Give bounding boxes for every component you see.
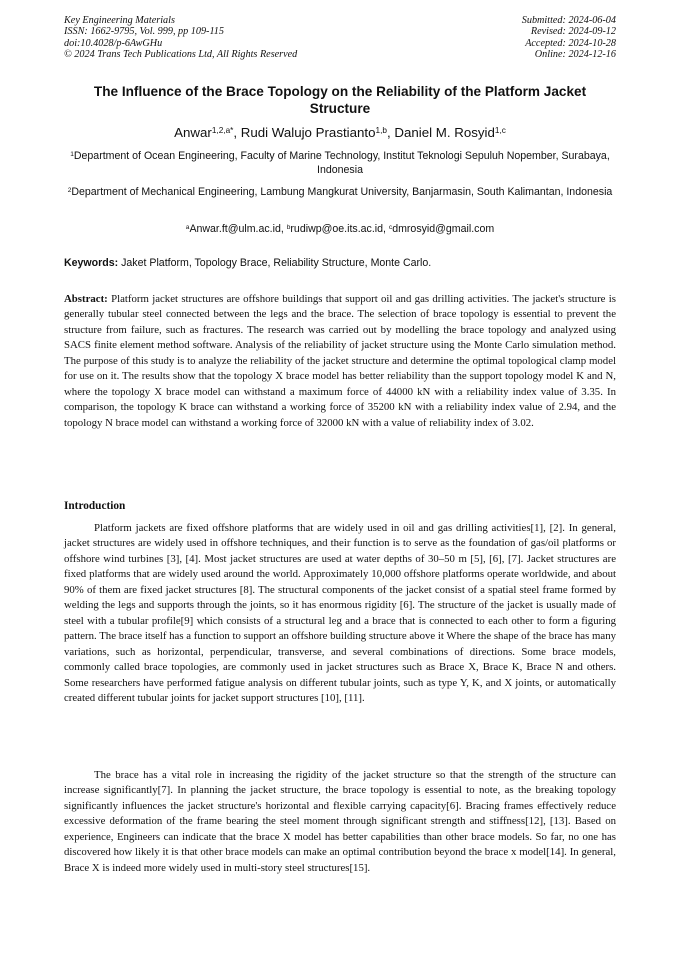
header-right [522, 15, 616, 60]
issn-volume: ISSN: 1662-9795, Vol. 999, pp 109-115 [64, 26, 224, 38]
author-list [64, 124, 616, 141]
submitted-date: Submitted: 2024-06-04 [521, 15, 616, 26]
email[interactable]: $^b$rudiwp@oe.its.ac.id [286, 223, 384, 235]
email[interactable]: $^a$Anwar.ft@ulm.ac.id [185, 223, 281, 235]
affiliation-1: $^1$Department of Ocean Engineering, Faculty of Marine Technology, Institut Teknologi Sepuluh Nopember, Surabaya, Indonesia [70, 150, 610, 177]
keywords [64, 256, 616, 270]
intro-paragraph-1: Platform jackets are fixed offshore platforms that are widely used in oil and gas drilling activities[1], [2]. In general, jacket structures are widely used in offshore techniques, and their function is to serve as the foundation of gas/oil platforms or offshore wind turbines [3], [4]. Most jacket structures are used at water depths of 30–50 m [5], [6], [7]. Jacket structures are fixed platforms that are widely used around the world. Approximately 10,000 offshore platforms operate worldwide, and about 90% of them are fixed jacket structures [8]. The structural components of the jacket consist of a spatial steel frame formed by welding the legs and supports through the joints, so it has enormous rigidity [6]. The structure of the jacket is usually made of steel with a tubular profile[9] which consists of a structural leg and a brace that is connected to each other to form a figuring pattern. The brace itself has a function to support an offshore building structure above it Where the shape of the brace has many variations, such as horizontal, perpendicular, transverse, and several combinations of directions. Some brace models, commonly called brace topologies, are commonly used in jacket structures such as Brace X, Brace K, Brace N and others. Some researchers have performed fatigue analysis on different tubular joints, such as type Y, K, and X joints, or automatically created different tubular joints for jacket support structures [10], [11]. [64, 522, 616, 704]
keywords-label: Keywords: [64, 257, 119, 269]
journal-name: Key Engineering Materials [64, 15, 175, 26]
abstract [64, 292, 616, 431]
accepted-date: Accepted: 2024-10-28 [525, 37, 616, 49]
revised-date: Revised: 2024-09-12 [530, 26, 616, 38]
author: Daniel M. Rosyid$^{1,c}$ [394, 125, 506, 140]
abstract-label: Abstract: [64, 293, 108, 305]
affiliation-2: $^2$Department of Mechanical Engineering, Lambung Mangkurat University, Banjarmasin, South Kalimantan, Indonesia [67, 186, 613, 198]
author: Anwar$^{1,2,a*}$, [174, 125, 241, 140]
intro-paragraph-2: The brace has a vital role in increasing the rigidity of the jacket structure so that the strength of the structure can increase significantly[7]. In planning the jacket structure, the brace topology is essential to note, as the breaking topology significantly influences the jacket structure's horizontal and flexible carrying capacity[6]. Bracing frames effectively reduce excessive deformation of the frame bearing the steel moment through significant strength and stiffness[12], [13]. Based on experience, Engineers can indicate that the brace X model has better capabilities than other brace models. So far, no one has discovered how likely it is that other brace models can make an optimal contribution beyond the brace x model[14]. In general, Brace X is indeed more widely used in multi-story steel structures[15]. [64, 769, 616, 874]
header-left [64, 15, 297, 60]
doi: doi:10.4028/p-6AwGHu [64, 37, 163, 49]
email[interactable]: $^c$dmrosyid@gmail.com [388, 223, 495, 235]
section-heading-introduction: Introduction [64, 500, 126, 512]
keywords-text: Jaket Platform, Topology Brace, Reliability Structure, Monte Carlo. [118, 257, 432, 269]
paper-title: The Influence of the Brace Topology on the Reliability of the Platform Jacket Structure [93, 84, 587, 116]
abstract-text: Platform jacket structures are offshore buildings that support oil and gas drilling activities. The jacket's structure is generally tubular steel connected between the legs and the brace. The selection of brace topology is essential to prevent the structure from failure, such as fractures. The research was carried out by modelling the brace topology and analyzed using SACS finite element method software. Analysis of the reliability of jacket structure using the Monte Carlo simulation method. The purpose of this study is to analyze the reliability of the jacket structure and determine the optimal topological clamp model for use on it. The results show that the topology X brace model has better reliability than the support topology model K and N, where the topology X brace model can withstand a maximum force of 44000 kN with a reliability index value of 3.35. In comparison, the topology K brace can withstand a working force of 35200 kN with a reliability index value of 2.94, and the topology N brace model can withstand a working force of 32000 kN with a value of reliability index of 3.02. [64, 293, 616, 429]
author-emails: $^a$Anwar.ft@ulm.ac.id, $^b$rudiwp@oe.its.ac.id, $^c$dmrosyid@gmail.com [185, 223, 495, 235]
author: Rudi Walujo Prastianto$^{1,b}$, [240, 125, 395, 140]
online-date: Online: 2024-12-16 [534, 48, 616, 60]
copyright: © 2024 Trans Tech Publications Ltd, All Rights Reserved [64, 48, 298, 60]
